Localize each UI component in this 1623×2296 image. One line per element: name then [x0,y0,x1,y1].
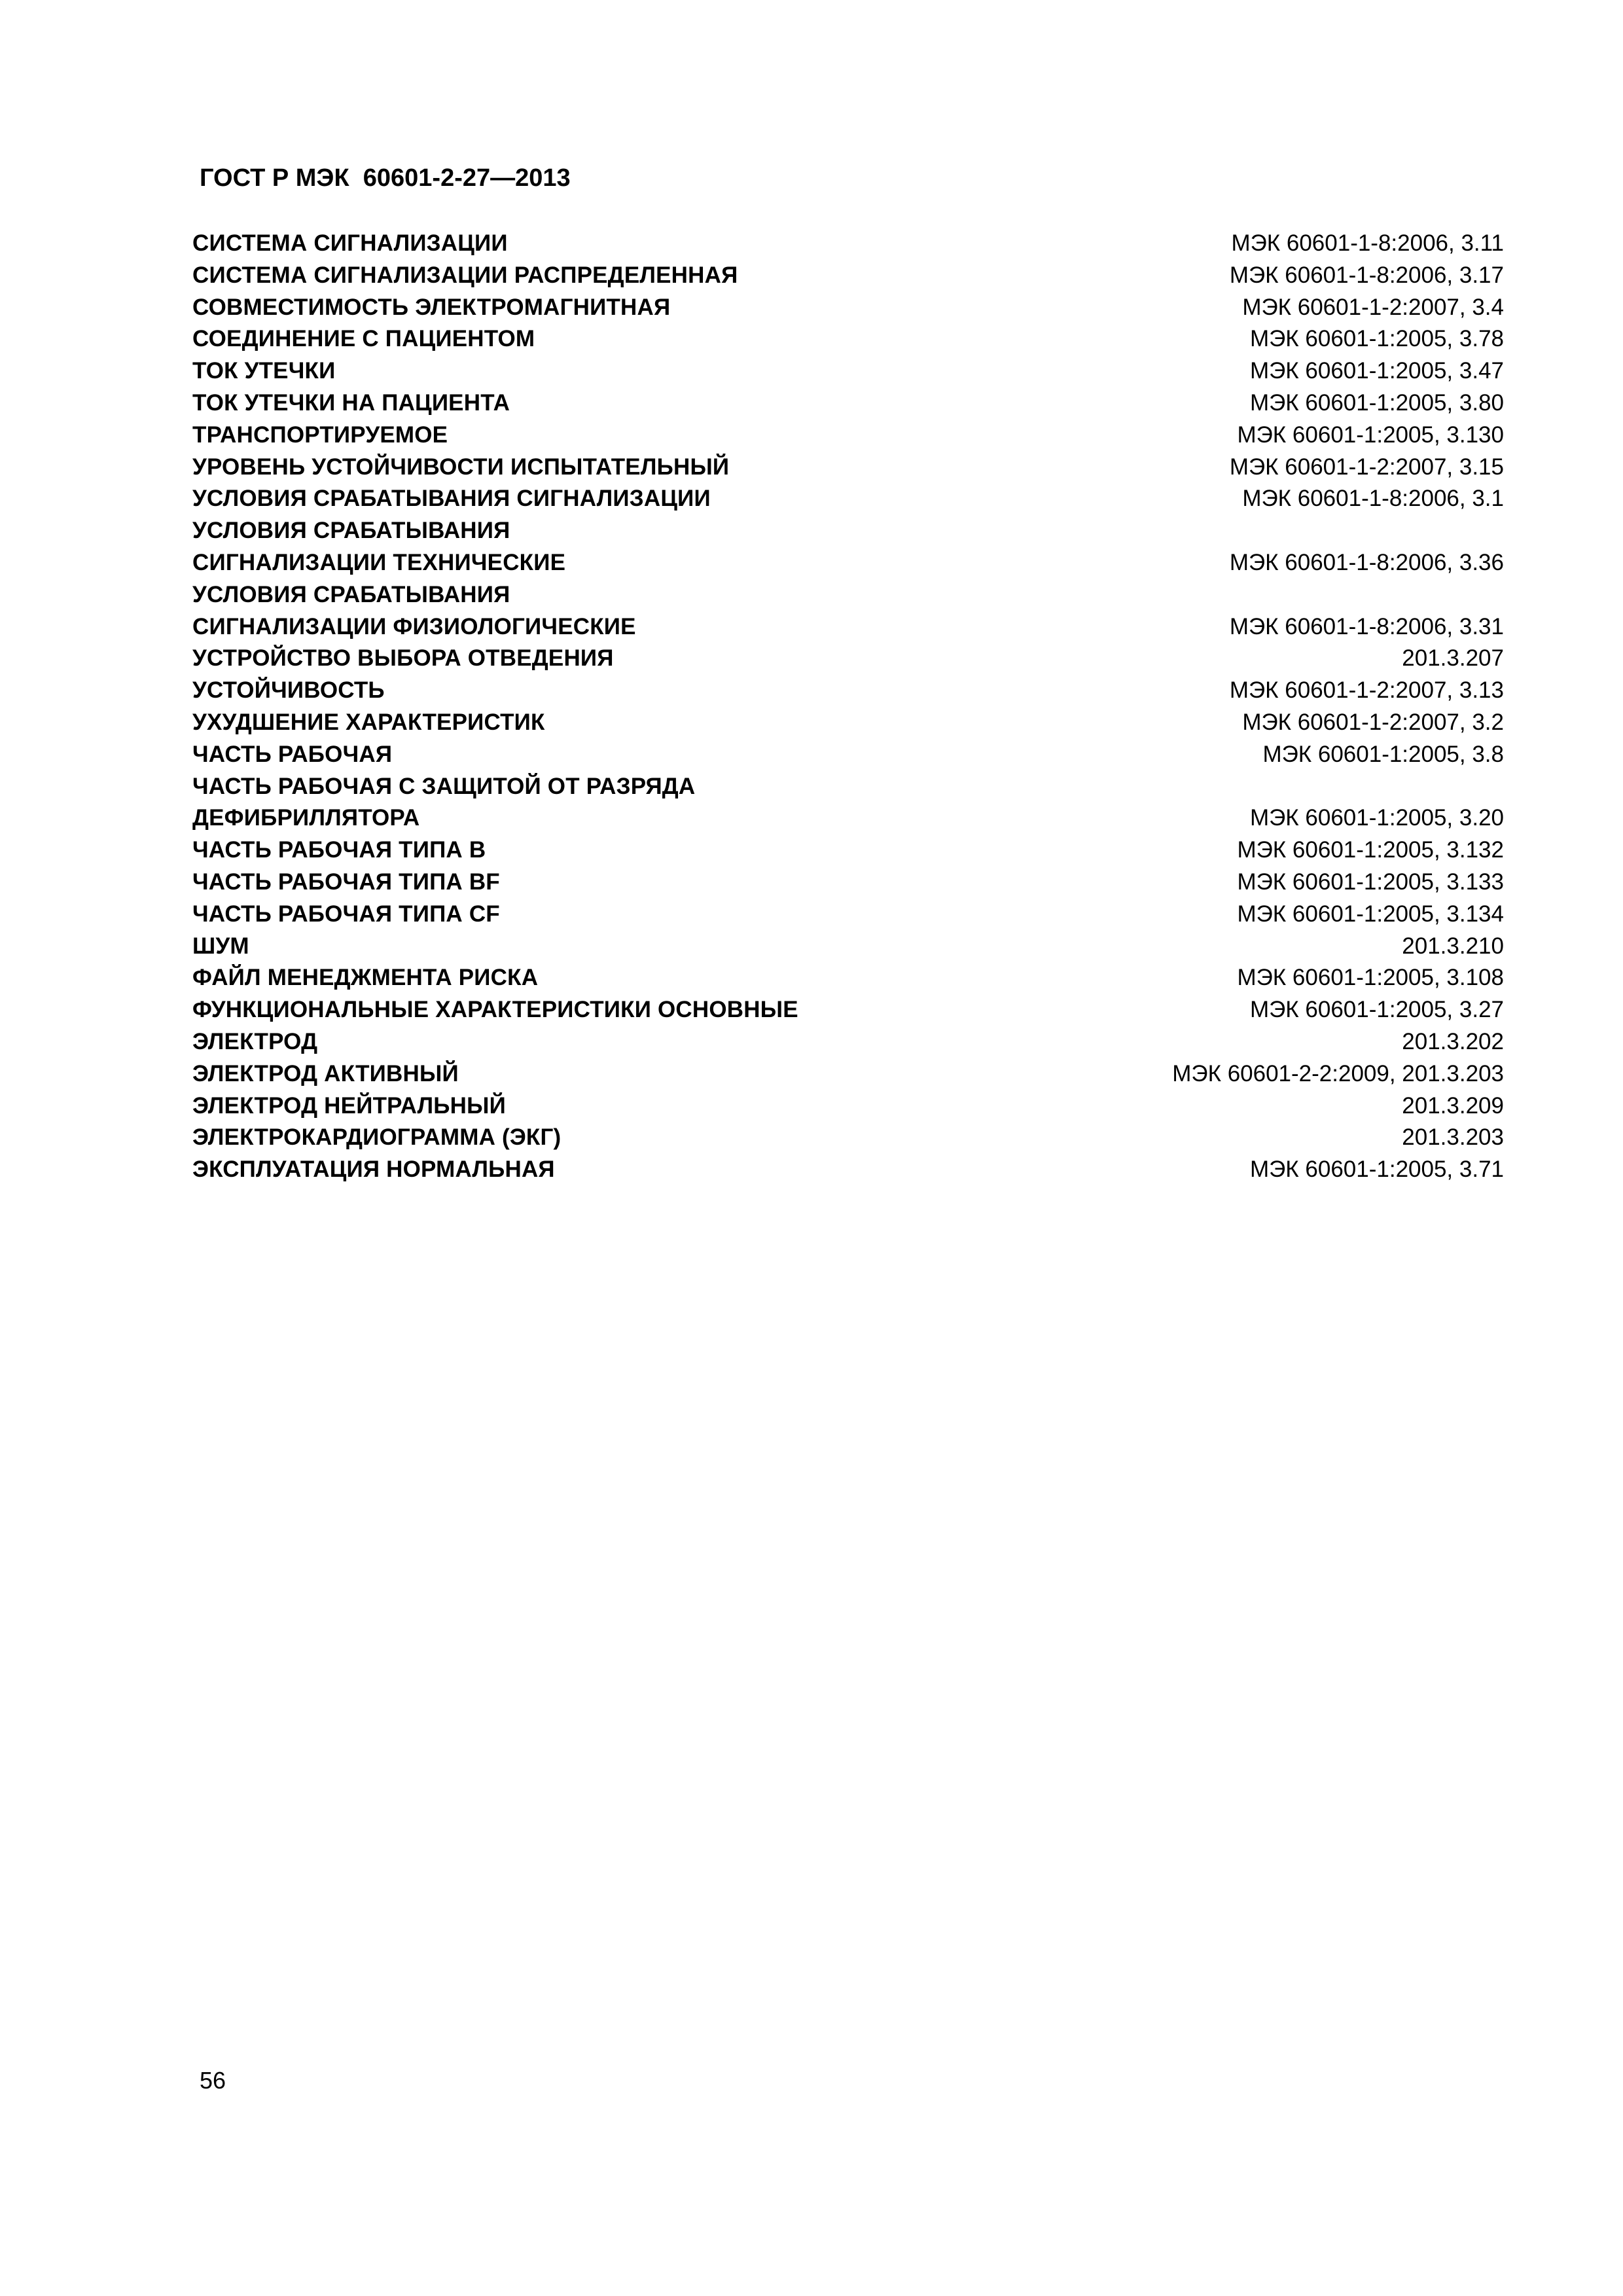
index-reference: МЭК 60601-1:2005, 3.47 [1249,358,1504,384]
index-reference: 201.3.202 [1402,1028,1504,1054]
index-term: ЧАСТЬ РАБОЧАЯ ТИПА BF [192,869,500,895]
index-term: СИСТЕМА СИГНАЛИЗАЦИИ РАСПРЕДЕЛЕННАЯ [192,262,738,288]
index-row [192,802,1504,834]
index-term: СОВМЕСТИМОСТЬ ЭЛЕКТРОМАГНИТНАЯ [192,294,671,320]
index-row [192,675,1504,707]
index-row [192,707,1504,739]
index-reference: МЭК 60601-1-2:2007, 3.15 [1229,454,1504,480]
index-row [192,1058,1504,1090]
index-reference: МЭК 60601-1:2005, 3.80 [1249,389,1504,416]
index-row [192,355,1504,387]
index-row [192,994,1504,1026]
index-term: УХУДШЕНИЕ ХАРАКТЕРИСТИК [192,709,545,735]
index-row [192,1026,1504,1058]
index-row [192,420,1504,452]
index-row [192,515,1504,547]
index-row [192,483,1504,515]
index-term: ТОК УТЕЧКИ [192,358,336,384]
index-term: ФУНКЦИОНАЛЬНЫЕ ХАРАКТЕРИСТИКИ ОСНОВНЫЕ [192,997,798,1023]
index-reference: МЭК 60601-1:2005, 3.27 [1249,997,1504,1023]
page-number: 56 [200,2067,226,2094]
index-term: ЭЛЕКТРОД АКТИВНЫЙ [192,1060,459,1086]
index-reference: МЭК 60601-2-2:2009, 201.3.203 [1172,1060,1504,1086]
index-row [192,1122,1504,1154]
index-row [192,739,1504,771]
index-row [192,292,1504,324]
index-row [192,771,1504,803]
index-reference: МЭК 60601-1:2005, 3.20 [1249,805,1504,831]
index-reference: МЭК 60601-1-8:2006, 3.31 [1229,613,1504,639]
index-term: ЭЛЕКТРОД НЕЙТРАЛЬНЫЙ [192,1092,506,1119]
index-term: ДЕФИБРИЛЛЯТОРА [192,805,420,831]
index-term: ЧАСТЬ РАБОЧАЯ [192,741,393,767]
index-term: ФАЙЛ МЕНЕДЖМЕНТА РИСКА [192,965,539,991]
index-term: ШУМ [192,933,249,959]
index-row [192,1090,1504,1122]
index-reference: МЭК 60601-1-2:2007, 3.2 [1242,709,1504,735]
index-row [192,452,1504,484]
index-term: УРОВЕНЬ УСТОЙЧИВОСТИ ИСПЫТАТЕЛЬНЫЙ [192,454,730,480]
index-term: ТРАНСПОРТИРУЕМОЕ [192,422,448,448]
index-row [192,1154,1504,1186]
index-row [192,579,1504,611]
index-term: ЭКСПЛУАТАЦИЯ НОРМАЛЬНАЯ [192,1157,555,1183]
index-reference: МЭК 60601-1-8:2006, 3.1 [1242,486,1504,512]
index-reference: МЭК 60601-1-8:2006, 3.17 [1229,262,1504,288]
document-header-title: ГОСТ Р МЭК 60601-2-27—2013 [200,164,571,192]
index-reference: МЭК 60601-1-8:2006, 3.11 [1231,230,1504,256]
term-index-list [192,228,1504,1186]
index-reference: МЭК 60601-1:2005, 3.132 [1237,837,1504,863]
index-reference: МЭК 60601-1-8:2006, 3.36 [1229,549,1504,575]
index-reference: МЭК 60601-1-2:2007, 3.4 [1242,294,1504,320]
index-term: УСЛОВИЯ СРАБАТЫВАНИЯ [192,518,510,544]
index-term: УСЛОВИЯ СРАБАТЫВАНИЯ [192,581,510,607]
index-row [192,228,1504,260]
index-reference: МЭК 60601-1:2005, 3.8 [1262,741,1504,767]
index-reference: МЭК 60601-1:2005, 3.130 [1237,422,1504,448]
index-row [192,611,1504,643]
index-term: ЧАСТЬ РАБОЧАЯ С ЗАЩИТОЙ ОТ РАЗРЯДА [192,773,696,799]
index-reference: МЭК 60601-1:2005, 3.71 [1249,1157,1504,1183]
index-reference: МЭК 60601-1:2005, 3.134 [1237,901,1504,927]
index-term: УСТРОЙСТВО ВЫБОРА ОТВЕДЕНИЯ [192,645,614,672]
index-reference: 201.3.203 [1402,1124,1504,1151]
index-term: ЧАСТЬ РАБОЧАЯ ТИПА В [192,837,486,863]
index-reference: 201.3.210 [1402,933,1504,959]
index-row [192,867,1504,899]
index-row [192,260,1504,292]
index-reference: 201.3.207 [1402,645,1504,672]
index-row [192,962,1504,994]
index-term: ЭЛЕКТРОКАРДИОГРАММА (ЭКГ) [192,1124,562,1151]
index-term: ТОК УТЕЧКИ НА ПАЦИЕНТА [192,389,510,416]
index-term: СИГНАЛИЗАЦИИ ТЕХНИЧЕСКИЕ [192,549,566,575]
index-row [192,931,1504,963]
index-row [192,323,1504,355]
index-row [192,643,1504,675]
index-row [192,387,1504,420]
index-reference: 201.3.209 [1402,1092,1504,1119]
index-reference: МЭК 60601-1:2005, 3.78 [1249,326,1504,352]
index-term: ЭЛЕКТРОД [192,1028,318,1054]
index-row [192,899,1504,931]
index-reference: МЭК 60601-1-2:2007, 3.13 [1229,677,1504,704]
index-term: СИГНАЛИЗАЦИИ ФИЗИОЛОГИЧЕСКИЕ [192,613,636,639]
index-row [192,834,1504,867]
index-reference: МЭК 60601-1:2005, 3.108 [1237,965,1504,991]
index-term: ЧАСТЬ РАБОЧАЯ ТИПА CF [192,901,500,927]
index-term: УСТОЙЧИВОСТЬ [192,677,385,704]
index-reference: МЭК 60601-1:2005, 3.133 [1237,869,1504,895]
index-term: УСЛОВИЯ СРАБАТЫВАНИЯ СИГНАЛИЗАЦИИ [192,486,711,512]
index-row [192,547,1504,579]
index-term: СИСТЕМА СИГНАЛИЗАЦИИ [192,230,508,256]
index-term: СОЕДИНЕНИЕ С ПАЦИЕНТОМ [192,326,535,352]
